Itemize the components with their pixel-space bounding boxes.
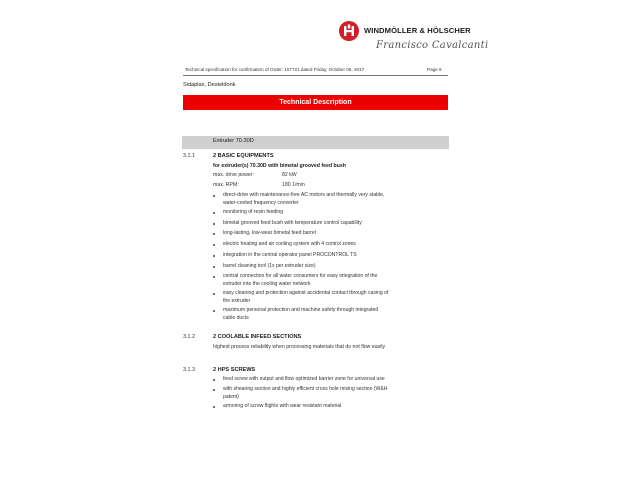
list-item-text: electric heating and air cooling system with 4 control zones bbox=[223, 241, 356, 247]
list-item bbox=[213, 209, 413, 217]
list-item bbox=[213, 403, 413, 411]
bullet-icon bbox=[213, 266, 215, 268]
list-item-text: maximum personal protection and machine safety through integrated bbox=[223, 307, 379, 313]
bullet-icon bbox=[213, 389, 215, 391]
list-item-text: extruder into the cooling water network bbox=[223, 280, 311, 287]
section-number: 3.1.2 bbox=[183, 334, 195, 340]
header-divider bbox=[183, 75, 448, 76]
spec-label: max. RPM: bbox=[213, 182, 239, 188]
section-title: 2 COOLABLE INFEED SECTIONS bbox=[213, 334, 302, 340]
section-banner: Technical Description bbox=[183, 95, 448, 110]
list-item-text: bimetal grooved feed bush with temperature control capability bbox=[223, 220, 362, 226]
spec-label: max. drive power: bbox=[213, 172, 254, 178]
list-item-text: integration in the central operator panel PROCONTROL TS bbox=[223, 252, 357, 258]
list-item bbox=[213, 192, 413, 207]
machine-title: Extruder 70.30D bbox=[213, 138, 254, 144]
list-item-text: long-lasting, low-wear bimetal feed barrel bbox=[223, 230, 316, 236]
list-item bbox=[213, 263, 413, 271]
section-number: 3.1.3 bbox=[183, 367, 195, 373]
list-item bbox=[213, 252, 413, 260]
customer-name: Sidaplax, Desteldonk bbox=[183, 82, 236, 88]
spec-line: Technical specification for confirmation of Order: 107721 dated Friday, October 06, 2017 bbox=[185, 67, 365, 72]
brand-name: WINDMÖLLER & HÖLSCHER bbox=[364, 26, 471, 35]
bullet-icon bbox=[213, 255, 215, 257]
handwritten-signature: Francisco Cavalcanti bbox=[376, 40, 489, 51]
section-number: 3.1.1 bbox=[183, 153, 195, 159]
list-item-text: barrel cleaning tool (1x per extruder size) bbox=[223, 263, 316, 269]
list-item bbox=[213, 220, 413, 228]
list-item-text: central connection for all water consumers for easy integration of the bbox=[223, 273, 378, 279]
company-logo-icon bbox=[339, 21, 359, 41]
list-item-text: monitoring of resin feeding bbox=[223, 209, 284, 215]
section-title: 2 HPS SCREWS bbox=[213, 367, 256, 373]
list-item bbox=[213, 230, 413, 238]
bullet-icon bbox=[213, 406, 215, 408]
section-text: highest process reliability when processing materials that do not flow easily bbox=[213, 344, 386, 350]
bullet-icon bbox=[213, 212, 215, 214]
list-item-text: feed screw with output and flow optimized barrier zone for universal use bbox=[223, 376, 385, 382]
list-item-text: armoring of screw flights with wear resistant material bbox=[223, 403, 342, 409]
page-number: Page 9 bbox=[427, 67, 442, 72]
bullet-icon bbox=[213, 310, 215, 312]
list-item bbox=[213, 386, 413, 401]
list-item bbox=[213, 307, 413, 322]
list-item-text: cable ducts bbox=[223, 314, 249, 321]
bullet-icon bbox=[213, 233, 215, 235]
bullet-icon bbox=[213, 244, 215, 246]
bullet-icon bbox=[213, 293, 215, 295]
list-item bbox=[213, 290, 413, 305]
list-item bbox=[213, 273, 413, 288]
section-subtitle: for extruder(s) 70.30D with bimetal grooved feed bush bbox=[213, 163, 346, 169]
spec-value: 180 1/min bbox=[282, 182, 305, 188]
bullet-icon bbox=[213, 195, 215, 197]
list-item-text: patent) bbox=[223, 393, 239, 400]
list-item-text: water-cooled frequency converter bbox=[223, 199, 299, 206]
bullet-icon bbox=[213, 276, 215, 278]
bullet-icon bbox=[213, 223, 215, 225]
list-item bbox=[213, 241, 413, 249]
section-title: 2 BASIC EQUIPMENTS bbox=[213, 153, 274, 159]
spec-value: 82 kW bbox=[282, 172, 297, 178]
bullet-icon bbox=[213, 379, 215, 381]
list-item-text: with shearing section and highly efficient cross hole mixing section (W&H bbox=[223, 386, 388, 392]
list-item bbox=[213, 376, 413, 384]
list-item-text: direct-drive with maintenance-free AC motors and thermally very stable, bbox=[223, 192, 385, 198]
list-item-text: the extruder bbox=[223, 297, 251, 304]
list-item-text: easy cleaning and protection against accidental contact through casing of bbox=[223, 290, 389, 296]
